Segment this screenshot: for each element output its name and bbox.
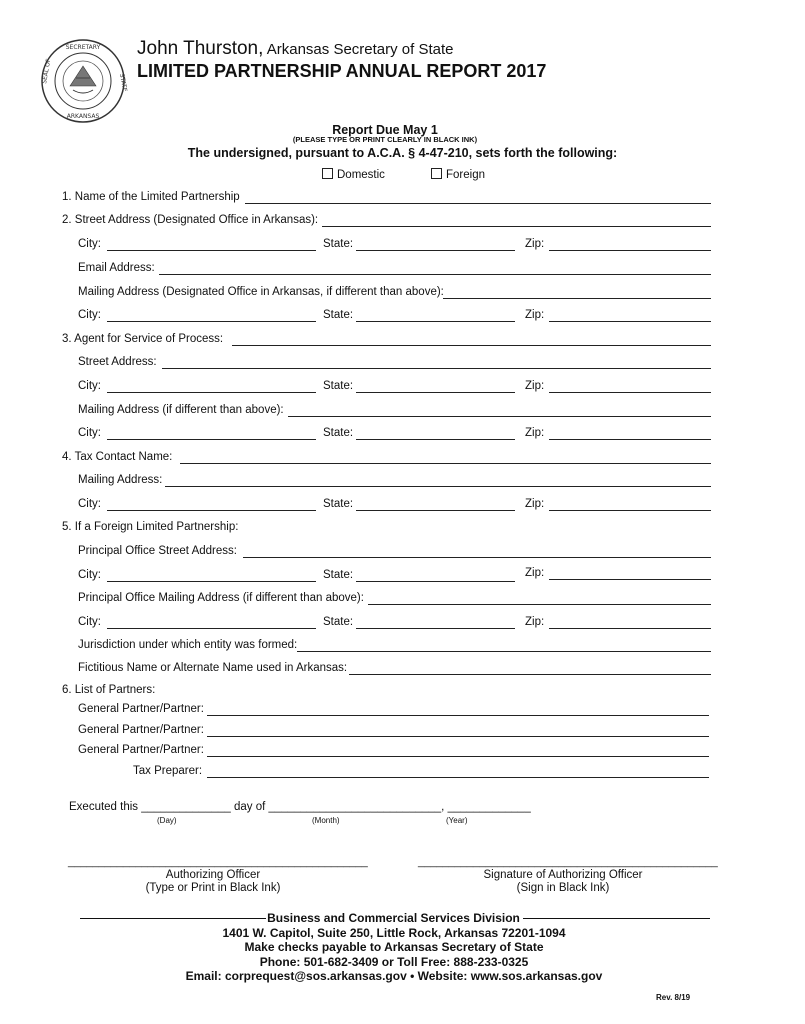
mailing-designated-label: Mailing Address (Designated Office in Arkansas, if different than above): xyxy=(78,286,444,298)
state-field[interactable] xyxy=(356,439,515,440)
phone-info: Phone: 501-682-3409 or Toll Free: 888-233-0325 xyxy=(259,955,529,969)
state-field[interactable] xyxy=(356,392,515,393)
zip-label: Zip: xyxy=(525,498,545,510)
partner-field[interactable] xyxy=(207,715,709,716)
domestic-option[interactable] xyxy=(322,168,385,182)
domestic-checkbox[interactable] xyxy=(322,168,333,179)
foreign-option[interactable] xyxy=(431,168,485,182)
city-field[interactable] xyxy=(107,439,316,440)
city-label: City: xyxy=(78,569,101,581)
partner-label: General Partner/Partner: xyxy=(78,724,204,736)
domestic-label: Domestic xyxy=(337,169,385,181)
partnership-name-field[interactable] xyxy=(245,203,711,204)
secretary-name-text: John Thurston, xyxy=(137,38,264,59)
tax-preparer-field[interactable] xyxy=(207,777,709,778)
month-caption: (Month) xyxy=(312,816,340,825)
city-label: City: xyxy=(78,616,101,628)
footer-rule-left xyxy=(80,918,266,919)
agent-mailing-field[interactable] xyxy=(288,416,711,417)
state-label: State: xyxy=(323,238,354,250)
tax-preparer-label: Tax Preparer: xyxy=(133,765,203,777)
fictitious-label: Fictitious Name or Alternate Name used in Arkansas: xyxy=(78,662,348,674)
jurisdiction-field[interactable] xyxy=(297,651,711,652)
state-field[interactable] xyxy=(356,581,515,582)
state-label: State: xyxy=(323,498,354,510)
city-label: City: xyxy=(78,380,101,392)
agent-mailing-label: Mailing Address (if different than above): xyxy=(78,404,284,416)
revision-note: Rev. 8/19 xyxy=(656,993,691,1002)
state-seal-logo xyxy=(40,38,129,124)
svg-text:SEAL OF: SEAL OF xyxy=(41,58,53,85)
street-label: Street Address: xyxy=(78,356,157,368)
officer-subcaption: (Type or Print in Black Ink) xyxy=(145,882,281,894)
svg-text:STATE: STATE xyxy=(118,73,129,93)
city-field[interactable] xyxy=(107,250,316,251)
street-address-field[interactable] xyxy=(322,226,711,227)
foreign-label: Foreign xyxy=(446,169,485,181)
zip-field[interactable] xyxy=(549,250,711,251)
zip-label: Zip: xyxy=(525,238,545,250)
state-field[interactable] xyxy=(356,628,515,629)
secretary-office: Arkansas Secretary of State xyxy=(263,41,454,58)
state-label: State: xyxy=(323,569,354,581)
email-field[interactable] xyxy=(159,274,711,275)
svg-text:ARKANSAS: ARKANSAS xyxy=(66,113,100,120)
state-label: State: xyxy=(323,380,354,392)
q4-label: 4. Tax Contact Name: xyxy=(62,451,173,463)
zip-field[interactable] xyxy=(549,439,711,440)
partner-field[interactable] xyxy=(207,756,709,757)
city-field[interactable] xyxy=(107,392,316,393)
q5-label: 5. If a Foreign Limited Partnership: xyxy=(62,521,239,533)
contact-info: Email: corprequest@sos.arkansas.gov • Website: www.sos.arkansas.gov xyxy=(185,969,603,983)
principal-street-field[interactable] xyxy=(243,557,711,558)
city-label: City: xyxy=(78,427,101,439)
city-field[interactable] xyxy=(107,321,316,322)
agent-street-field[interactable] xyxy=(162,368,711,369)
state-field[interactable] xyxy=(356,321,515,322)
signature-caption: Signature of Authorizing Officer xyxy=(483,869,643,881)
q3-label: 3. Agent for Service of Process: xyxy=(62,333,224,345)
statute-statement: The undersigned, pursuant to A.C.A. § 4-47-210, sets forth the following: xyxy=(187,146,618,160)
zip-field[interactable] xyxy=(549,321,711,322)
agent-field[interactable] xyxy=(232,345,711,346)
ink-instructions: (PLEASE TYPE OR PRINT CLEARLY IN BLACK INK) xyxy=(292,135,478,144)
state-label: State: xyxy=(323,309,354,321)
zip-label: Zip: xyxy=(525,567,545,579)
report-due: Report Due May 1 xyxy=(332,123,438,137)
mailing-label: Mailing Address: xyxy=(78,474,163,486)
q1-label: 1. Name of the Limited Partnership xyxy=(62,191,240,203)
fictitious-field[interactable] xyxy=(349,674,711,675)
day-caption: (Day) xyxy=(157,816,177,825)
division-name: Business and Commercial Services Division xyxy=(267,911,520,925)
foreign-checkbox[interactable] xyxy=(431,168,442,179)
partner-label: General Partner/Partner: xyxy=(78,744,204,756)
tax-contact-field[interactable] xyxy=(180,463,711,464)
city-label: City: xyxy=(78,498,101,510)
principal-street-label: Principal Office Street Address: xyxy=(78,545,237,557)
state-field[interactable] xyxy=(356,510,515,511)
tax-mailing-field[interactable] xyxy=(165,486,711,487)
zip-label: Zip: xyxy=(525,427,545,439)
jurisdiction-label: Jurisdiction under which entity was formed: xyxy=(78,639,298,651)
zip-field[interactable] xyxy=(549,628,711,629)
year-caption: (Year) xyxy=(446,816,468,825)
principal-mailing-field[interactable] xyxy=(368,604,711,605)
svg-text:SECRETARY: SECRETARY xyxy=(65,44,101,51)
office-address: 1401 W. Capitol, Suite 250, Little Rock, Arkansas 72201-1094 xyxy=(222,926,566,940)
city-label: City: xyxy=(78,309,101,321)
officer-line[interactable]: _________________________________________________ xyxy=(68,856,368,868)
city-field[interactable] xyxy=(107,510,316,511)
footer-rule-right xyxy=(523,918,710,919)
mailing-designated-field[interactable] xyxy=(443,298,711,299)
principal-mailing-label: Principal Office Mailing Address (if different than above): xyxy=(78,592,364,604)
officer-caption: Authorizing Officer xyxy=(165,869,261,881)
zip-field[interactable] xyxy=(549,510,711,511)
q2-label: 2. Street Address (Designated Office in Arkansas): xyxy=(62,214,319,226)
zip-label: Zip: xyxy=(525,309,545,321)
signature-subcaption: (Sign in Black Ink) xyxy=(516,882,610,894)
executed-line[interactable]: Executed this ______________ day of ___________________________, _____________ xyxy=(69,801,531,813)
signature-line[interactable]: _________________________________________________ xyxy=(418,856,718,868)
state-field[interactable] xyxy=(356,250,515,251)
q6-label: 6. List of Partners: xyxy=(62,684,156,696)
zip-label: Zip: xyxy=(525,380,545,392)
city-field[interactable] xyxy=(107,581,316,582)
zip-field[interactable] xyxy=(549,579,711,580)
state-label: State: xyxy=(323,427,354,439)
zip-label: Zip: xyxy=(525,616,545,628)
secretary-name xyxy=(137,38,454,61)
zip-field[interactable] xyxy=(549,392,711,393)
email-label: Email Address: xyxy=(78,262,155,274)
partner-label: General Partner/Partner: xyxy=(78,703,204,715)
report-title: LIMITED PARTNERSHIP ANNUAL REPORT 2017 xyxy=(137,61,547,81)
state-label: State: xyxy=(323,616,354,628)
checks-payable: Make checks payable to Arkansas Secretary of State xyxy=(244,940,544,954)
city-label: City: xyxy=(78,238,101,250)
city-field[interactable] xyxy=(107,628,316,629)
partner-field[interactable] xyxy=(207,736,709,737)
